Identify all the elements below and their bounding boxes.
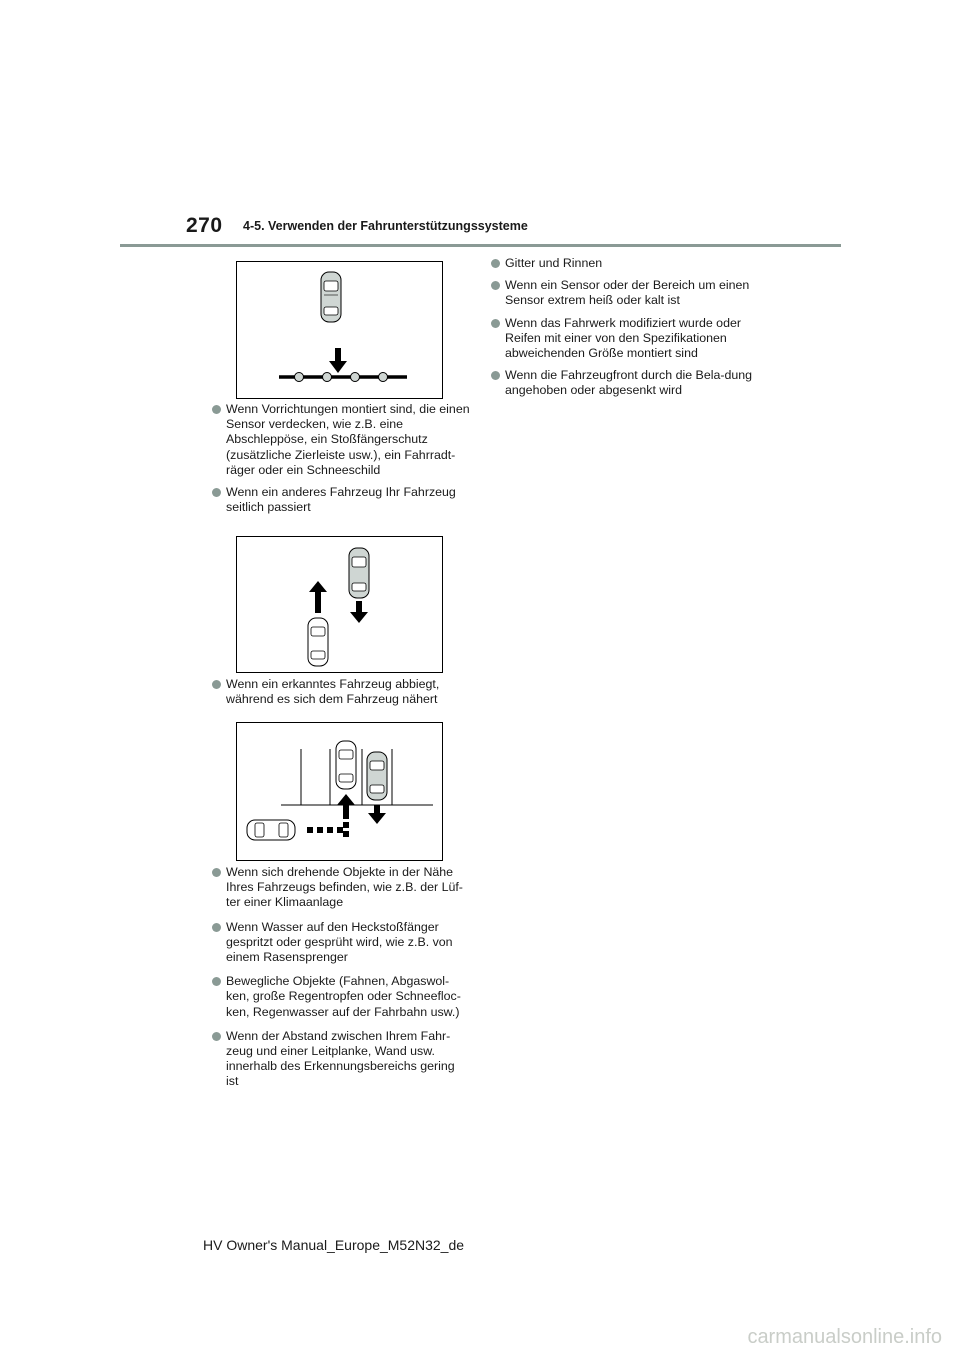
arrow-down-icon <box>350 601 368 623</box>
bullet-dot-icon <box>212 1032 221 1041</box>
list-item: Wenn ein erkanntes Fahrzeug abbiegt, während es sich dem Fahrzeug nähert <box>212 677 470 707</box>
bullet-list-c <box>212 865 470 1090</box>
bullet-dot-icon <box>491 319 500 328</box>
car-icon <box>247 820 295 840</box>
bullet-dot-icon <box>491 259 500 268</box>
bullet-dot-icon <box>212 868 221 877</box>
watermark: carmanualsonline.info <box>747 1326 942 1348</box>
bullet-dot-icon <box>491 371 500 380</box>
list-item: Wenn Vorrichtungen montiert sind, die einen Sensor verdecken, wie z.B. eine Abschleppöse, ein Stoßfängerschutz (zusätzliche Zierleiste usw.), ein Fahrradt-räger oder ein Schneeschild <box>212 402 470 478</box>
bullet-dot-icon <box>212 977 221 986</box>
list-item: Wenn ein Sensor oder der Bereich um einen Sensor extrem heiß oder kalt ist <box>491 278 761 308</box>
arrow-down-icon <box>329 348 347 373</box>
car-icon <box>349 548 369 598</box>
passing-illustration <box>237 537 442 672</box>
bullet-dot-icon <box>212 405 221 414</box>
bullet-list-a <box>212 402 470 515</box>
parking-lines <box>281 749 433 805</box>
list-item: Gitter und Rinnen <box>491 256 761 271</box>
car-icon <box>321 272 341 322</box>
grating-illustration <box>237 262 442 398</box>
arrow-up-icon <box>337 794 355 819</box>
figure-grating <box>236 261 443 399</box>
bullet-list-b <box>212 677 470 707</box>
list-item: Wenn das Fahrwerk modifiziert wurde oder Reifen mit einer von den Spezifikationen abweichenden Größe montiert sind <box>491 316 761 362</box>
header-rule <box>120 244 841 247</box>
section-title: 4-5. Verwenden der Fahrunterstützungssysteme <box>243 219 528 233</box>
grating-line <box>279 373 407 382</box>
car-icon <box>336 741 356 789</box>
figure-turning <box>236 722 443 861</box>
car-icon <box>367 752 387 800</box>
list-item: Wenn die Fahrzeugfront durch die Bela-dung angehoben oder abgesenkt wird <box>491 368 761 398</box>
arrow-up-icon <box>309 581 327 613</box>
bullet-dot-icon <box>212 923 221 932</box>
list-item: Wenn der Abstand zwischen Ihrem Fahr-zeug und einer Leitplanke, Wand usw. innerhalb des Erkennungsbereichs gering ist <box>212 1029 470 1090</box>
footer-manual-name: HV Owner's Manual_Europe_M52N32_de <box>203 1237 465 1253</box>
dotted-path <box>307 822 349 837</box>
bullet-dot-icon <box>212 488 221 497</box>
bullet-dot-icon <box>212 680 221 689</box>
figure-passing <box>236 536 443 673</box>
list-item: Wenn sich drehende Objekte in der Nähe Ihres Fahrzeugs befinden, wie z.B. der Lüf-ter einer Klimaanlage <box>212 865 470 911</box>
list-item: Bewegliche Objekte (Fahnen, Abgaswol-ken, große Regentropfen oder Schneefloc-ken, Regenwasser auf der Fahrbahn usw.) <box>212 974 470 1020</box>
list-item: Wenn ein anderes Fahrzeug Ihr Fahrzeug seitlich passiert <box>212 485 470 515</box>
page-number: 270 <box>186 214 223 237</box>
list-item: Wenn Wasser auf den Heckstoßfänger gespritzt oder gesprüht wird, wie z.B. von einem Rasensprenger <box>212 920 470 966</box>
car-icon <box>308 618 328 666</box>
bullet-dot-icon <box>491 281 500 290</box>
turning-illustration <box>237 723 442 860</box>
arrow-down-icon <box>368 805 386 824</box>
bullet-list-right <box>491 256 761 399</box>
